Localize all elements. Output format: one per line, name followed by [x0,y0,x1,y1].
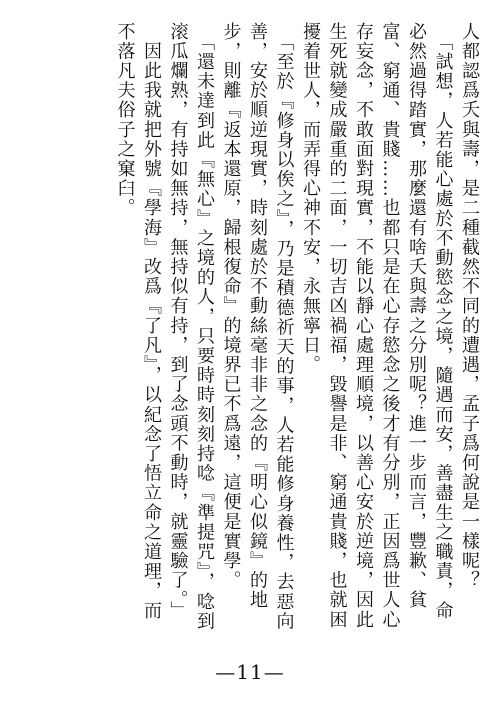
paragraph-1: 人都認爲夭與壽，是二種截然不同的遭遇，孟子爲何說是一樣呢？ [459,22,480,591]
paragraph-4: 「還未達到此『無心』之境的人，只要時時刻刻持唸『準提咒』，唸到滚瓜爛熟，有持如無持，無持似有持，到了念頭不動時，就靈驗了。」 [167,22,215,632]
page-number: —11— [215,660,285,684]
body-text [10,22,482,637]
paragraph-3: 「至於『修身以俟之』，乃是積德祈天的事，人若能修身養性，去惡向善，安於順逆現實，時刻處於不動絲毫非非之念的『明心似鏡』的地步，則離『返本還原，歸根復命』的境界已不爲遠，這便是實學。 [220,22,295,632]
paragraph-2: 「試想，人若能心處於不動慾念之境，隨遇而安，善盡生之職責，命必然過得踏實，那麼還有啥夭與壽之分別呢？進一步而言，豐歉、貧富、窮通、貴賤……也都只是在心存慾念之後才有分別，正因爲世人心存妄念，不敢面對現實，不能以靜心處理順境，以善心安於逆境，因此生死就變成嚴重的二面，一切吉凶禍福，毀譽是非、窮通貴賤，也就困擾着世人，而弄得心神不安，永無寧日。 [300,22,454,630]
paragraph-5: 因此我就把外號『學海』改爲『了凡』，以紀念了悟立命之道理，而不落凡夫俗子之窠臼。 [114,22,162,621]
